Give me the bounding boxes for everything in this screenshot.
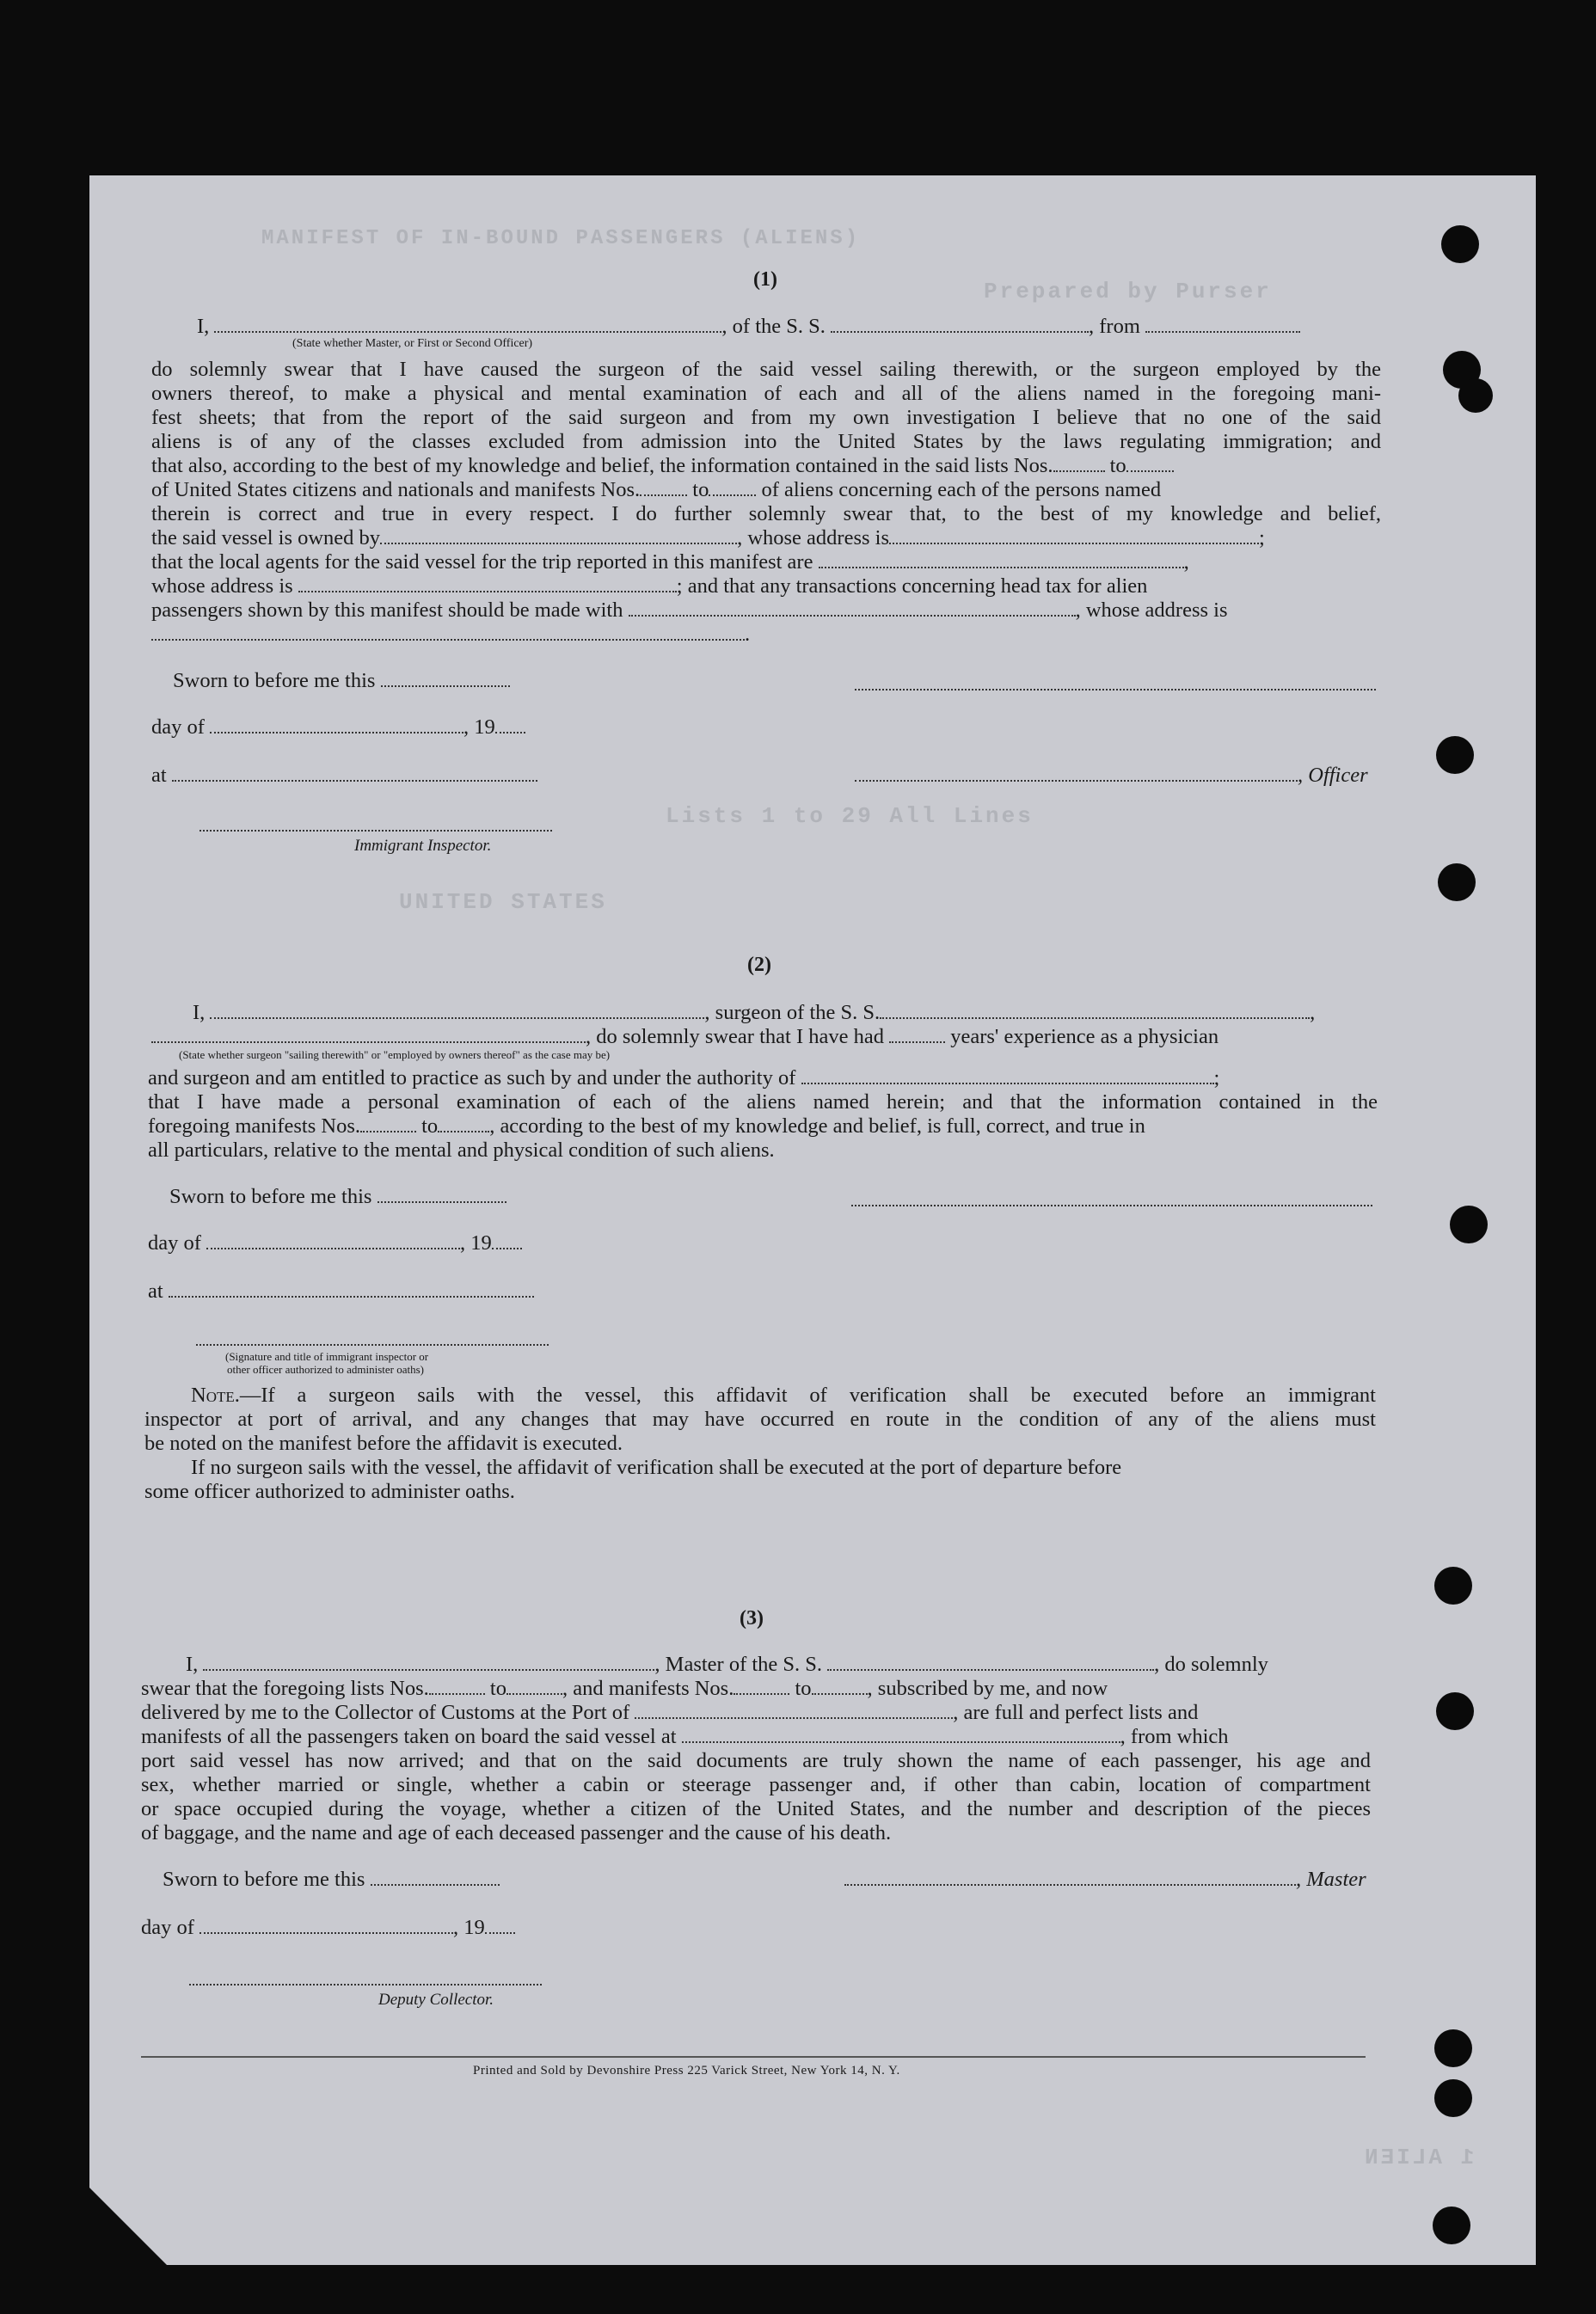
printer-line: Printed and Sold by Devonshire Press 225 Varick Street, New York 14, N. Y. bbox=[473, 2064, 900, 2078]
punch-hole bbox=[1441, 225, 1479, 263]
s3-line-5: port said vessel has now arrived; and that on the said documents are truly shown the name of each passenger, his age and bbox=[141, 1749, 1371, 1772]
s1-line-8: therein is correct and true in every respect. I do further solemnly swear that, to the best of my knowledge and belief, bbox=[151, 502, 1381, 525]
s3-line-1: I, , Master of the S. S. , do solemnly bbox=[186, 1653, 1268, 1676]
punch-hole bbox=[1458, 378, 1493, 413]
s1-inspector-sig-line bbox=[200, 829, 552, 832]
s1-line-2: do solemnly swear that I have caused the surgeon of the said vessel sailing therewith, or the surgeon employed by the bbox=[151, 358, 1381, 381]
ghost-side-mark: 1 ALIEN bbox=[1362, 2145, 1475, 2170]
ghost-united-states: UNITED STATES bbox=[399, 889, 607, 915]
section-2-heading: (2) bbox=[747, 954, 771, 976]
s1-line-13: . bbox=[151, 623, 1381, 647]
s2-sworn: Sworn to before me this bbox=[169, 1185, 506, 1209]
s3-deputy-caption: Deputy Collector. bbox=[378, 1991, 494, 2009]
s3-line-2: swear that the foregoing lists Nos. to , and manifests Nos. to , subscribed by me, and now bbox=[141, 1677, 1108, 1700]
punch-hole bbox=[1434, 1567, 1472, 1605]
s2-body bbox=[148, 1066, 1378, 1163]
s3-line-7: or space occupied during the voyage, whether a citizen of the United States, and the number and description of the pieces bbox=[141, 1797, 1371, 1820]
s1-line-12: passengers shown by this manifest should be made with , whose address is bbox=[151, 598, 1228, 622]
punch-hole bbox=[1434, 2029, 1472, 2067]
s2-line-4: that I have made a personal examination of each of the aliens named herein; and that the information contained in the bbox=[148, 1090, 1378, 1114]
s2-note-line-4: If no surgeon sails with the vessel, the affidavit of verification shall be executed at the port of departure before bbox=[191, 1456, 1122, 1479]
s2-line-1: I, , surgeon of the S. S. , bbox=[193, 1001, 1316, 1024]
s3-line-8: of baggage, and the name and age of each deceased passenger and the cause of his death. bbox=[141, 1821, 892, 1844]
punch-hole bbox=[1433, 2207, 1470, 2244]
s2-line-3: and surgeon and am entitled to practice as such by and under the authority of ; bbox=[148, 1066, 1220, 1089]
s3-day-of: day of , 19 bbox=[141, 1916, 515, 1940]
s2-day-of: day of , 19 bbox=[148, 1231, 522, 1255]
punch-hole bbox=[1436, 1692, 1474, 1730]
s1-body bbox=[151, 358, 1381, 647]
s1-line-11: whose address is ; and that any transactions concerning head tax for alien bbox=[151, 574, 1148, 598]
s1-line-4: fest sheets; that from the report of the said surgeon and from my own investigation I believe that no one of the said bbox=[151, 406, 1381, 429]
s1-line-5: aliens is of any of the classes excluded from admission into the United States by the laws regulating immigration; and bbox=[151, 430, 1381, 453]
s1-line-7: of United States citizens and nationals and manifests Nos. to of aliens concerning each of the persons named bbox=[151, 478, 1162, 501]
s2-note-line-5: some officer authorized to administer oaths. bbox=[144, 1480, 515, 1503]
s1-sworn: Sworn to before me this bbox=[173, 669, 510, 693]
s1-officer-sig-line-1 bbox=[855, 688, 1376, 691]
s3-line-4: manifests of all the passengers taken on board the said vessel at , from which bbox=[141, 1725, 1229, 1748]
s3-line-6: sex, whether married or single, whether a cabin or steerage passenger and, if other than cabin, location of compartment bbox=[141, 1773, 1371, 1796]
s1-officer: , Officer bbox=[855, 764, 1368, 788]
s2-note-line-2: inspector at port of arrival, and any changes that may have occurred en route in the condition of any of the aliens must bbox=[144, 1408, 1376, 1431]
s1-line-1: I, , of the S. S. , from bbox=[197, 315, 1300, 339]
s1-line-3: owners thereof, to make a physical and mental examination of each and all of the aliens named in the foregoing mani- bbox=[151, 382, 1381, 405]
form-sheet bbox=[89, 175, 1536, 2265]
s3-line-3: delivered by me to the Collector of Customs at the Port of , are full and perfect lists and bbox=[141, 1701, 1199, 1724]
s2-note bbox=[144, 1384, 1376, 1504]
s1-line-6: that also, according to the best of my knowledge and belief, the information contained in the said lists Nos. to bbox=[151, 454, 1381, 478]
ghost-prepared-by: Prepared by Purser bbox=[984, 279, 1272, 304]
s1-day-of: day of , 19 bbox=[151, 715, 525, 740]
s3-sworn: Sworn to before me this bbox=[163, 1868, 500, 1892]
ghost-manifest-title: MANIFEST OF IN-BOUND PASSENGERS (ALIENS) bbox=[261, 227, 861, 250]
punch-hole bbox=[1436, 736, 1474, 774]
punch-hole bbox=[1450, 1206, 1488, 1243]
s1-at: at bbox=[151, 764, 537, 788]
ghost-sheet-range: Lists 1 to 29 All Lines bbox=[666, 803, 1034, 829]
s2-note-line-1: Note.—If a surgeon sails with the vessel, this affidavit of verification shall be executed before an immigrant bbox=[191, 1384, 1376, 1407]
section-3-heading: (3) bbox=[740, 1607, 764, 1630]
s2-sig-note-1: (Signature and title of immigrant inspector or bbox=[225, 1350, 429, 1363]
s2-at: at bbox=[148, 1280, 534, 1304]
s2-note-line-3: be noted on the manifest before the affidavit is executed. bbox=[144, 1432, 623, 1455]
section-1-heading: (1) bbox=[753, 268, 777, 291]
punch-hole bbox=[1434, 2079, 1472, 2117]
s2-line-6: all particulars, relative to the mental and physical condition of such aliens. bbox=[148, 1139, 775, 1162]
s1-line-9: the said vessel is owned by , whose address is ; bbox=[151, 526, 1265, 549]
s3-deputy-sig-line bbox=[189, 1983, 542, 1986]
s1-line-10: that the local agents for the said vessel for the trip reported in this manifest are , bbox=[151, 550, 1189, 574]
s2-line-5: foregoing manifests Nos. to , according to the best of my knowledge and belief, is full, correct, and true in bbox=[148, 1114, 1145, 1138]
s2-note-surgeon: (State whether surgeon "sailing therewith" or "employed by owners thereof" as the case may be) bbox=[179, 1048, 611, 1061]
s2-sig-line-right bbox=[851, 1204, 1372, 1206]
punch-hole bbox=[1438, 863, 1476, 901]
s2-sig-note-2: other officer authorized to administer oaths) bbox=[227, 1363, 424, 1376]
footer-rule bbox=[141, 2055, 1366, 2058]
s3-master: , Master bbox=[844, 1868, 1366, 1892]
s1-inspector-caption: Immigrant Inspector. bbox=[354, 837, 492, 855]
s3-body bbox=[141, 1677, 1371, 1845]
s2-line-2: , do solemnly swear that I have had years' experience as a physician bbox=[151, 1025, 1218, 1049]
folded-corner bbox=[89, 2188, 167, 2265]
s1-note-master: (State whether Master, or First or Second Officer) bbox=[292, 337, 533, 350]
s2-inspector-sig-line bbox=[196, 1343, 549, 1346]
